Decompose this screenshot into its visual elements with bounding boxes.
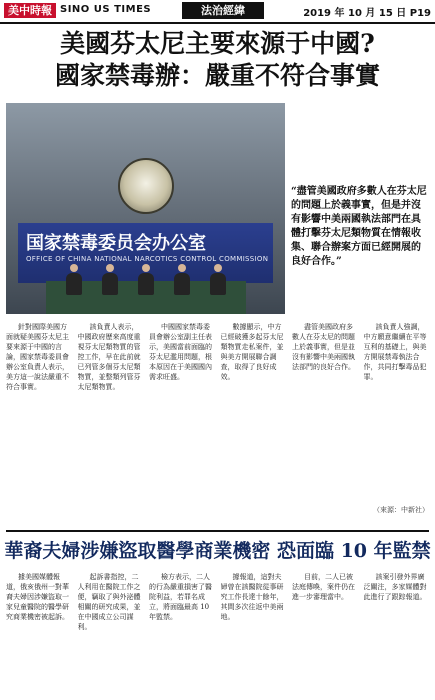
article-1-column	[292, 322, 358, 520]
speaker-figure	[102, 273, 118, 295]
paragraph: 該案引發外界廣泛關注，多家媒體對此進行了跟踪報道。	[363, 573, 427, 601]
newspaper-name-english: SINO US TIMES	[60, 4, 152, 15]
article-1-column	[78, 322, 144, 520]
issue-date-text: 2019 年 10 月 15 日	[303, 8, 407, 19]
paragraph: 據報道，這對夫婦曾在該醫院從事研究工作長達十餘年，其間多次往返中美兩地。	[220, 573, 284, 621]
article-2-column	[78, 572, 144, 696]
article-2-column	[149, 572, 215, 696]
article-2-column	[292, 572, 358, 696]
headline-line-1: 美國芬太尼主要來源于中國?	[60, 29, 375, 58]
article-2-column	[364, 572, 430, 696]
masthead-bar	[0, 0, 435, 24]
paragraph: 該負責人強調，中方願意繼續在平等互利的基礎上，與美方開展禁毒執法合作，共同打擊毒品犯罪。	[363, 323, 427, 381]
article-2-column	[6, 572, 72, 696]
paragraph: 數據顯示，中方已經破獲多起芬太尼類物質走私案件，並與美方開展聯合調查，取得了良好成效。	[220, 323, 284, 381]
section-divider	[6, 530, 429, 532]
article-1-column	[6, 322, 72, 520]
paragraph: 中國國家禁毒委員會辦公室副主任表示，美國當前面臨的芬太尼濫用問題，根本原因在于美國國內需求旺盛。	[149, 323, 212, 381]
section-label: 法治經緯	[182, 2, 264, 19]
issue-date	[303, 4, 431, 19]
paragraph: 據美國媒體報道，俄亥俄州一對華裔夫婦因涉嫌盜取一家兒童醫院的醫學研究商業機密被起訴。	[6, 573, 69, 621]
paragraph: 針對國際美國方面就疑美國芬太尼主要來源于中國的言論，國家禁毒委員會辦公室負責人表示，美方這一說法嚴重不符合事實。	[6, 323, 69, 391]
newspaper-logo: 美中時報	[4, 3, 56, 18]
article-1-column	[364, 322, 430, 520]
pull-quote: “盡管美國政府多數人在芬太尼的問題上於義事實，但是并沒有影響中美兩國執法部門在具體打擊芬太尼類物質在情報收集、聯合辦案方面已經開展的良好合作。”	[291, 186, 427, 267]
headline-main	[0, 28, 435, 92]
speaker-figure	[174, 273, 190, 295]
police-emblem-icon	[118, 158, 174, 214]
paragraph: 盡管美國政府多數人在芬太尼的問題上於義事實，但是並沒有影響中美兩國執法部門的良好合作。	[292, 323, 355, 371]
press-conference-photo	[6, 103, 285, 314]
article-1-column	[149, 322, 215, 520]
speaker-figure	[66, 273, 82, 295]
banner-chinese: 国家禁毒委员会办公室	[26, 233, 206, 254]
paragraph: 檢方表示，二人的行為嚴重損害了醫院利益，若罪名成立，將面臨最高 10 年監禁。	[149, 573, 212, 621]
speaker-figure	[210, 273, 226, 295]
paragraph: 目前，二人已被法庭傳喚，案件仍在進一步審理當中。	[292, 573, 355, 601]
article-1-body	[6, 322, 429, 520]
paragraph: 起訴書指控，二人利用在醫院工作之便，竊取了與外泌體相關的研究成果，並在中國成立公司謀利。	[77, 573, 141, 631]
headline-line-2: 國家禁毒辦：嚴重不符合事實	[54, 61, 380, 90]
paragraph: 該負責人表示，中國政府歷來高度重視芬太尼類物質的管控工作，早在此前就已列管多個芬太尼類物質，並整類列管芬太尼類物質。	[77, 323, 141, 391]
article-2-column	[221, 572, 287, 696]
article-1-column	[221, 322, 287, 520]
article-2-body	[6, 572, 429, 696]
headline-secondary: 華裔夫婦涉嫌盜取醫學商業機密 恐面臨 10 年監禁	[4, 540, 431, 562]
page-number: P19	[409, 8, 431, 19]
speaker-figure	[138, 273, 154, 295]
article-1-source: （來源：中新社）	[373, 506, 429, 514]
banner-english: OFFICE OF CHINA NATIONAL NARCOTICS CONTROL COMMISSION	[26, 255, 269, 263]
